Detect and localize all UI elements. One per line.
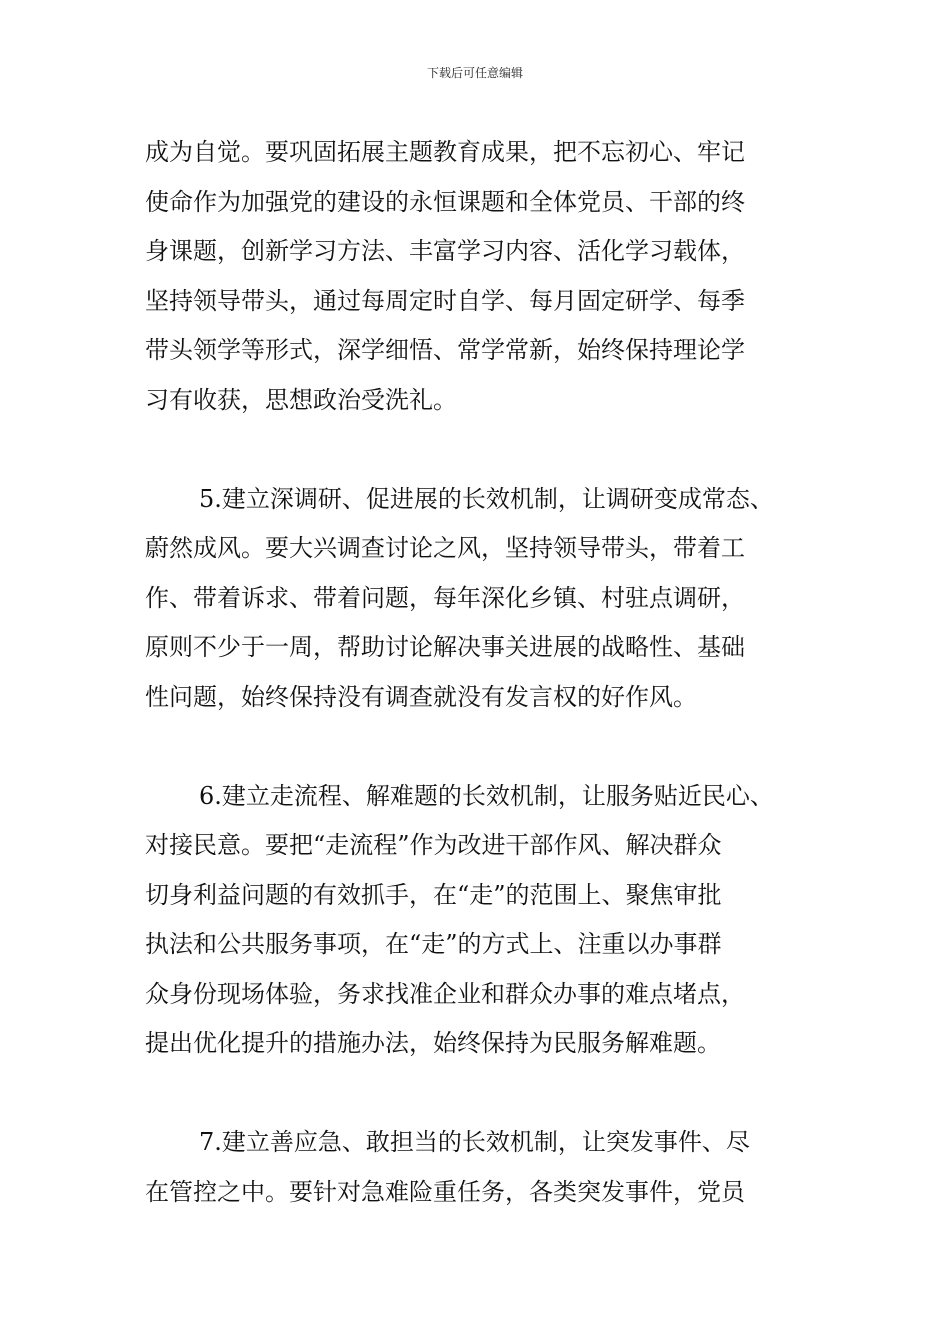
- paragraph-line: 蔚然成风。要大兴调查讨论之风，坚持领导带头，带着工: [145, 534, 745, 562]
- paragraph-line: 众身份现场体验，务求找准企业和群众办事的难点堵点，: [145, 979, 745, 1008]
- paragraph-line: 执法和公共服务事项，在“走”的方式上、注重以办事群: [145, 930, 722, 958]
- paragraph-line: 切身利益问题的有效抓手，在“走”的范围上、聚焦审批: [145, 880, 722, 909]
- paragraph-gap: [145, 1069, 825, 1119]
- document-body: [145, 128, 825, 1217]
- paragraph-line: 身课题，创新学习方法、丰富学习内容、活化学习载体，: [145, 237, 745, 265]
- paragraph-1: [145, 128, 825, 425]
- paragraph-line: 作、带着诉求、带着问题，每年深化乡镇、村驻点调研，: [145, 583, 745, 612]
- paragraph-line: 对接民意。要把“走流程”作为改进干部作风、解决群众: [145, 831, 722, 859]
- paragraph-line: 提出优化提升的措施办法，始终保持为民服务解难题。: [145, 1029, 721, 1057]
- paragraph-line: 在管控之中。要针对急难险重任务，各类突发事件，党员: [145, 1177, 745, 1206]
- paragraph-line: 坚持领导带头，通过每周定时自学、每月固定研学、每季: [145, 286, 745, 315]
- paragraph-2: [145, 475, 825, 723]
- paragraph-line: 带头领学等形式，深学细悟、常学常新，始终保持理论学: [145, 336, 745, 364]
- paragraph-line: 原则不少于一周，帮助讨论解决事关进展的战略性、基础: [145, 633, 745, 661]
- paragraph-line: 使命作为加强党的建设的永恒课题和全体党员、干部的终: [145, 187, 745, 216]
- paragraph-4: [145, 1118, 825, 1217]
- paragraph-line: 5.建立深调研、促进展的长效机制，让调研变成常态、: [199, 484, 774, 513]
- page-header: 下载后可任意编辑: [426, 66, 523, 80]
- paragraph-line: 成为自觉。要巩固拓展主题教育成果，把不忘初心、牢记: [145, 138, 745, 166]
- paragraph-3: [145, 772, 825, 1069]
- paragraph-gap: [145, 425, 825, 475]
- paragraph-line: 6.建立走流程、解难题的长效机制，让服务贴近民心、: [199, 781, 774, 810]
- paragraph-gap: [145, 722, 825, 772]
- paragraph-line: 习有收获，思想政治受洗礼。: [145, 385, 457, 414]
- paragraph-line: 性问题，始终保持没有调查就没有发言权的好作风。: [145, 682, 697, 711]
- paragraph-line: 7.建立善应急、敢担当的长效机制，让突发事件、尽: [199, 1128, 750, 1156]
